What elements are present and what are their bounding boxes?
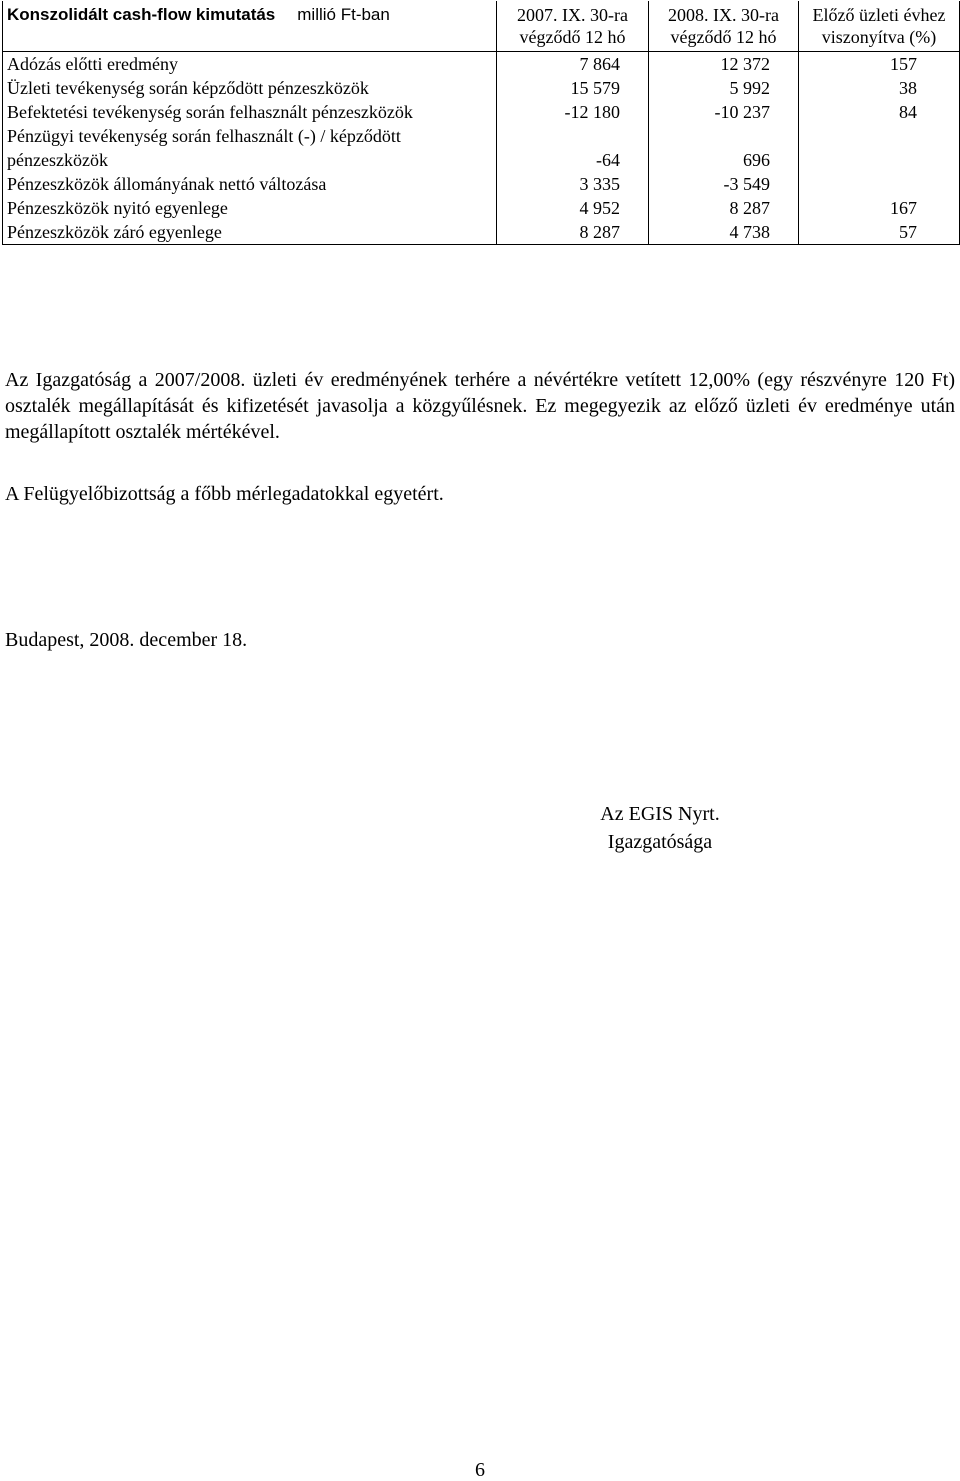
value-change-pct: 57	[799, 220, 960, 245]
signature-board: Igazgatósága	[607, 831, 713, 853]
column-header-2008: 2008. IX. 30-ra végződő 12 hó	[649, 1, 799, 51]
row-label: Pénzeszközök nyitó egyenlege	[3, 196, 497, 220]
value-2007: 7 864	[497, 51, 649, 76]
value-change-pct	[799, 172, 960, 196]
value-2008: -10 237	[649, 100, 799, 124]
column-header-change-pct: Előző üzleti évhez viszonyítva (%)	[799, 1, 960, 51]
table-row	[3, 172, 960, 196]
table-row	[3, 124, 960, 172]
value-2007: 4 952	[497, 196, 649, 220]
column-header-2007: 2007. IX. 30-ra végződő 12 hó	[497, 1, 649, 51]
value-2007: -64	[497, 124, 649, 172]
value-2007: 8 287	[497, 220, 649, 245]
value-change-pct: 167	[799, 196, 960, 220]
table-header-row	[3, 1, 960, 51]
row-label: Pénzügyi tevékenység során felhasznált (-) / képződött pénzeszközök	[3, 124, 497, 172]
value-2008: 5 992	[649, 76, 799, 100]
row-label: Befektetési tevékenység során felhasznált pénzeszközök	[3, 100, 497, 124]
row-label: Pénzeszközök záró egyenlege	[3, 220, 497, 245]
value-2008: 696	[649, 124, 799, 172]
table-unit: millió Ft-ban	[297, 5, 390, 24]
value-2007: 3 335	[497, 172, 649, 196]
table-row	[3, 76, 960, 100]
row-label: Adózás előtti eredmény	[3, 51, 497, 76]
table-row	[3, 51, 960, 76]
signature-company: Az EGIS Nyrt.	[600, 803, 720, 825]
table-title: Konszolidált cash-flow kimutatás	[7, 5, 276, 24]
table-title-cell	[3, 1, 497, 51]
value-2007: -12 180	[497, 100, 649, 124]
value-2008: 4 738	[649, 220, 799, 245]
page-number: 6	[475, 1459, 485, 1481]
row-label: Üzleti tevékenység során képződött pénzeszközök	[3, 76, 497, 100]
value-change-pct	[799, 124, 960, 172]
table-row	[3, 196, 960, 220]
value-2008: 12 372	[649, 51, 799, 76]
value-change-pct: 38	[799, 76, 960, 100]
value-2008: 8 287	[649, 196, 799, 220]
value-change-pct: 84	[799, 100, 960, 124]
place-and-date: Budapest, 2008. december 18.	[5, 629, 248, 651]
value-2007: 15 579	[497, 76, 649, 100]
row-label: Pénzeszközök állományának nettó változása	[3, 172, 497, 196]
table-row	[3, 220, 960, 245]
supervisory-board-paragraph: A Felügyelőbizottság a főbb mérlegadatokkal egyetért.	[5, 483, 444, 505]
value-2008: -3 549	[649, 172, 799, 196]
dividend-paragraph: Az Igazgatóság a 2007/2008. üzleti év eredményének terhére a névértékre vetített 12,00% (egy részvényre 120 Ft) osztalék megállapítását és kifizetését javasolja a közgyűlésnek. Ez megegyezik az előző üzleti év eredménye után megállapított osztalék mértékével.	[5, 369, 955, 443]
value-change-pct: 157	[799, 51, 960, 76]
cash-flow-table	[2, 1, 960, 245]
table-row	[3, 100, 960, 124]
